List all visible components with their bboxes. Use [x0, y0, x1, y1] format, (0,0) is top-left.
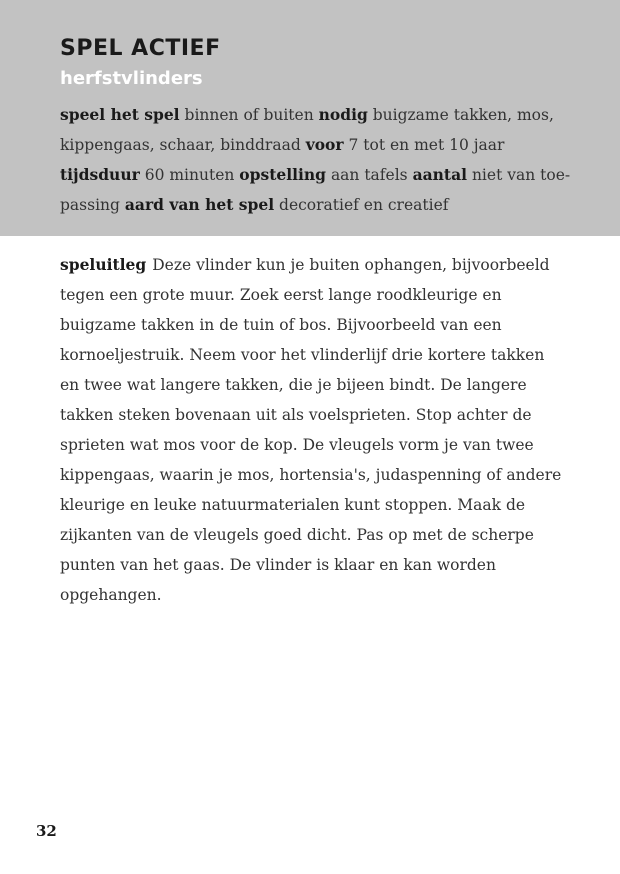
- instructions-lead: speluitleg: [60, 255, 147, 274]
- page-number: 32: [36, 822, 57, 840]
- page-title: SPEL ACTIEF: [60, 36, 221, 61]
- instruction-line: kleurige en leuke natuurmaterialen kunt stoppen. Maak de: [60, 496, 526, 514]
- details-line: [60, 130, 570, 160]
- instruction-line: buigzame takken in de tuin of bos. Bijvoorbeeld van een: [60, 316, 502, 334]
- aantal-label: aantal: [412, 165, 468, 184]
- tijdsduur-label: tijdsduur: [60, 165, 140, 184]
- instruction-line: zijkanten van de vleugels goed dicht. Pas op met de scherpe: [60, 526, 534, 544]
- aantal-value-cont: passing: [60, 196, 120, 214]
- game-details: [60, 100, 570, 220]
- instruction-line: en twee wat langere takken, die je bijeen bindt. De langere: [60, 376, 527, 394]
- instruction-line: kornoeljestruik. Neem voor het vlinderlijf drie kortere takken: [60, 346, 545, 364]
- details-line: [60, 190, 570, 220]
- opstelling-value: aan tafels: [330, 166, 408, 184]
- nodig-label: nodig: [318, 105, 368, 124]
- instruction-line: opgehangen.: [60, 586, 162, 604]
- nodig-value: buigzame takken, mos,: [372, 106, 554, 124]
- page-subtitle: herfstvlinders: [60, 68, 203, 89]
- tijdsduur-value: 60 minuten: [144, 166, 235, 184]
- details-line: [60, 100, 570, 130]
- aantal-value: niet van toe-: [471, 166, 571, 184]
- instruction-line: sprieten wat mos voor de kop. De vleugels vorm je van twee: [60, 436, 534, 454]
- game-instructions: [60, 250, 570, 610]
- aard-value: decoratief en creatief: [279, 196, 449, 214]
- spel-value: binnen of buiten: [184, 106, 314, 124]
- instruction-text: Deze vlinder kun je buiten ophangen, bijvoorbeeld: [152, 256, 550, 274]
- instruction-line: punten van het gaas. De vlinder is klaar en kan worden: [60, 556, 496, 574]
- spel-label: speel het spel: [60, 105, 180, 124]
- opstelling-label: opstelling: [239, 165, 326, 184]
- instruction-line: tegen een grote muur. Zoek eerst lange roodkleurige en: [60, 286, 502, 304]
- details-line: [60, 160, 570, 190]
- voor-value: 7 tot en met 10 jaar: [348, 136, 505, 154]
- instruction-line: takken steken bovenaan uit als voelsprieten. Stop achter de: [60, 406, 532, 424]
- instruction-line: [60, 250, 570, 280]
- voor-label: voor: [305, 135, 344, 154]
- instruction-line: kippengaas, waarin je mos, hortensia's, judaspenning of andere: [60, 466, 562, 484]
- nodig-value-cont: kippengaas, schaar, binddraad: [60, 136, 301, 154]
- aard-label: aard van het spel: [124, 195, 275, 214]
